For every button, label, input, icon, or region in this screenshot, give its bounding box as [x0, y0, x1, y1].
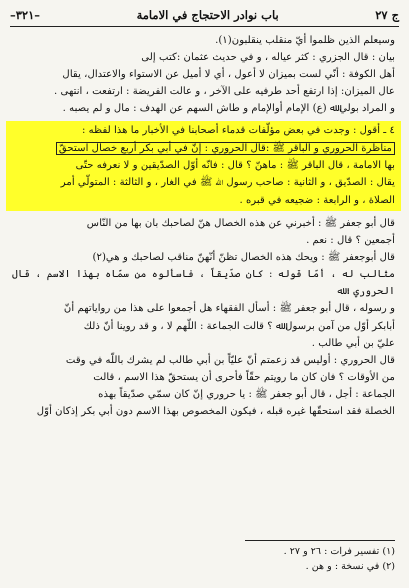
highlighted-passage — [6, 121, 401, 210]
highlight-line: ٤ ـ أقول : وجدت في بعض مؤلّفات قدماء أصحابنا في الأخبار ما هذا لفظه : — [81, 125, 395, 137]
chapter-title: باب نوادر الاحتجاج في الامامة — [136, 8, 279, 22]
text-line: أجمعين ؟ قال : نعم . — [306, 235, 395, 247]
page-header — [10, 4, 399, 27]
text-line: الجماعة : أجل ، قال أبو جعفر ﷺ : يا حروري إنّ كان سمّي صدّيقاً بهذه — [98, 388, 395, 400]
text-line: أبابكر أوّل من آمن برسول ﷲ ؟ قالت الجماعة : اللّهم لا ، و قد روينا أنّ ذلك — [83, 320, 395, 332]
highlight-line: الصلاة ، و الرابعة : ضجيعه في قبره . — [239, 194, 395, 206]
text-line: من الأوقات ؟ فان كان ما رويتم حقّاً فأحرى أن يستحقّ هذا الاسم ، قالت — [93, 371, 395, 383]
text-line: الخصلة فقد استحقّها غيره قبله ، فيكون المخصوص بهذا الاسم دون أبي بكر إذكان أوّل — [36, 405, 395, 417]
text-line: عليّ بن أبي طالب . — [311, 337, 395, 349]
highlight-line: بها الامامة ، قال الباقر ﷺ : ماهنّ ؟ قال : فانّه أوّل الصدّيقين و لا نعرفه حتّى — [75, 160, 395, 172]
text-line: عال الميزان: إذا ارتفع أحد طرفيه على الآخر ، و عالت الفريضة : ارتفعت ، انتهى . — [53, 86, 395, 98]
footnote: (٢) في نسخة : و هن . — [305, 561, 395, 572]
text-line: أهل الكوفة : أنّي لست بميزان لا أعول ، أي لا أميل عن الاستواء والاعتدال، يقال — [62, 69, 395, 81]
text-line: قال الحروري : أوليس قد زعمتم أنّ عليّاً بن أبي طالب لم يشرك باللّه في وقت — [65, 354, 395, 366]
highlight-line: يقال : الصدّيق ، و الثانية : صاحب رسول ﷲ ﷺ في الغار ، و الثالثة : المتولّي أمر — [60, 177, 395, 189]
text-line: و المراد بولي ﷲ (ع) الإمام أوالإمام و طاش السهم عن الهدف : مال و لم يصبه . — [62, 103, 395, 115]
boxed-excerpt: مناظرة الحروري و الباقر ﷺ :قال الحروري : إنّ في أبي بكر أربع خصال استحقّ — [56, 142, 395, 155]
text-line: قال أبو جعفر ﷺ : أخبرني عن هذه الخصال هنّ لصاحبك بان بها من النّاس — [86, 217, 395, 229]
text-line: بيان : قال الجزري : كثر عياله ، و في حديث عثمان :كتب إلى — [141, 52, 395, 64]
footnote: (١) تفسير فرات : ٢٦ و ٢٧ . — [283, 546, 395, 557]
text-line: و رسوله ، قال أبو جعفر ﷺ : أسأل الفقهاء هل أجمعوا على هذا من رواياتهم أنّ — [63, 303, 395, 315]
text-line: قال أبوجعفر ﷺ : ويحك هذه الخصال تظنّ أنّهنّ مناقب لصاحبك و هي(٢) — [92, 252, 395, 264]
footnote-divider — [245, 540, 395, 541]
footnotes — [12, 544, 395, 574]
highlight-line — [12, 140, 395, 157]
main-text — [12, 32, 395, 420]
page-number: –٣٢١– — [10, 8, 41, 22]
text-line: وسيعلم الذين ظلموا أيّ منقلب ينقلبون(١). — [215, 35, 395, 46]
volume-page-label: ج ٢٧ — [375, 8, 399, 22]
text-line: مثالب له ، أمّا قوله : كان صدّيقاً ، فاسألوه من سمّاه بهذا الاسم ، قال الحروري : ﷲ — [12, 269, 395, 298]
